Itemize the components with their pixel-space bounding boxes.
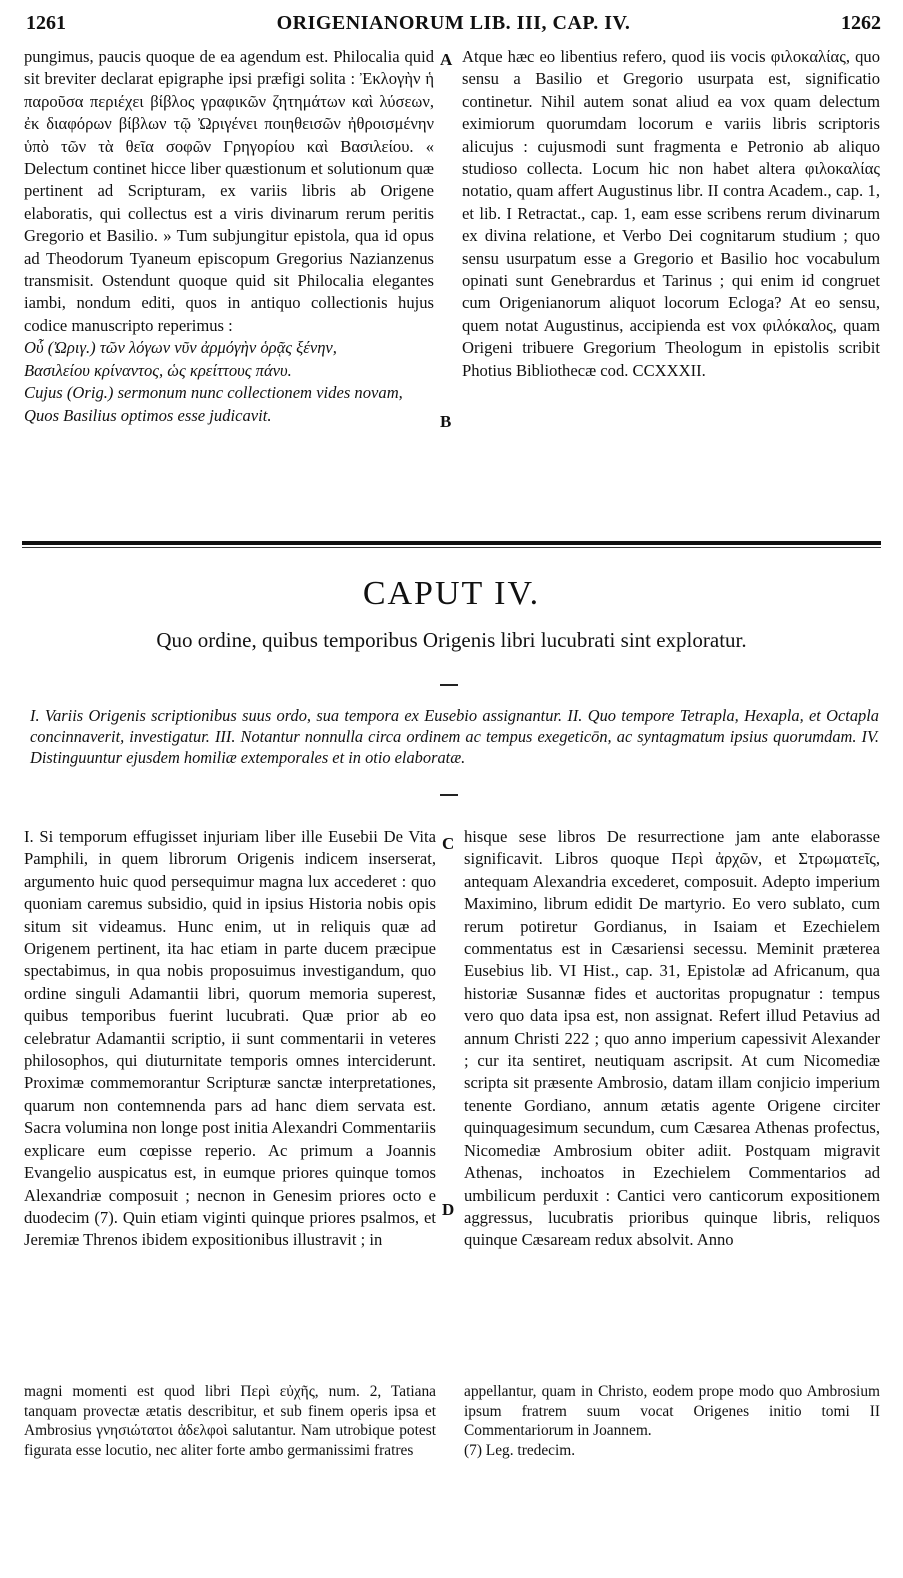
footnote-7: (7) Leg. tredecim. xyxy=(464,1441,576,1459)
running-title: ORIGENIANORUM LIB. III, CAP. IV. xyxy=(276,12,631,34)
chapter-title: CAPUT IV. xyxy=(362,575,541,612)
short-rule-bottom xyxy=(440,794,458,796)
upper-left-prose: pungimus, paucis quoque de ea agendum est. Philocalia quid sit breviter declarat epigraphe ipsi præfigi solita : Ἐκλογὴν ἡ παροῦσα περιέχει βίβλος γραφικῶν ζητημάτων καὶ λύσεων, ἐκ διαφόρων βίβλων τῷ Ὠριγένει ποιηθεισῶν ἠθροισμένην ὑπὸ τῶν τὰ θεῖα σοφῶν Γρηγορίου καὶ Βασιλείου. « Delectum continet hicce liber quæstionum et solutionum quæ pertinent ad Scripturam, ex variis libris ab Origene elaboratis, qui collectus est a viris divinarum rerum peritis Gregorio et Basilio. » Tum subjungitur epistola, qua id opus ad Theodorum Tyaneum episcopum Gregorius Nazianzenus transmisit. Ostendunt quoque quid sit Philocalia elegantes iambi, nondum editi, quos in antiquo collectionis hujus codice manuscripto reperimus : xyxy=(24,47,434,335)
margin-marker-a: A xyxy=(440,50,453,69)
upper-right-prose: Atque hæc eo libentius refero, quod iis vocis φιλοκαλίας, quo sensu a Basilio et Gregorio usurpata est, significatio continetur. Nihil autem sonat aliud ea vox quam delectum eximiorum quorumdam locorum e variis libris scriptoris alicujus : cujusmodi sunt fragmenta e Petronio ab aliquo studioso collecta. Locum hic non habet altera φιλοκαλίας notatio, quam affert Augustinus libr. II contra Academ., cap. 1, et lib. I Retractat., cap. 1, eam esse scribens rerum divinarum ex divina relatione, et Verbo Dei cognitarum studium ; quo sensu usurpatum esse a Gregorio et Basilio hoc vocabulum opinati sunt Genebrardus et Tarinus ; qui enim id congruet cum Origenianorum aliquot locorum Ecloga? At eo sensu, quem notat Augustinus, accipienda est vox φιλόκαλος, quam Origeni tribuere Gregorium Theologum in epistolis scribit Photius Bibliothecæ cod. CCXXXII. xyxy=(462,47,880,380)
running-head xyxy=(26,12,881,40)
chapter-summary: I. Variis Origenis scriptionibus suus ordo, sua tempora ex Eusebio assignantur. II. Quo tempore Tetrapla, Hexapla, et Octapla concinnaverit, investigatur. III. Notantur nonnulla circa ordinem ac tempus exegeticōn, ac syntagmatum ipsius quorumdam. IV. Distinguuntur ejusdem homiliæ extemporales et in otio elaboratæ. xyxy=(30,706,879,767)
footnote-right-text: appellantur, quam in Christo, eodem prope modo quo Ambrosium ipsum fratrem suum vocat Origenes initio tomi II Commentariorum in Joannem. xyxy=(464,1383,880,1440)
page-number-right: 1262 xyxy=(841,12,881,34)
chapter-subtitle: Quo ordine, quibus temporibus Origenis libri lucubrati sint exploratur. xyxy=(156,628,747,652)
greek-verse-2: Βασιλείου κρίναντος, ὡς κρείττους πάνυ. xyxy=(24,360,292,380)
latin-verse-2: Quos Basilius optimos esse judicavit. xyxy=(24,405,272,425)
footnote-left xyxy=(24,1382,436,1460)
lower-right-column xyxy=(464,826,880,1252)
greek-verse-1: Οὗ (Ὠριγ.) τῶν λόγων νῦν ἀρμόγὴν ὁρᾷς ξένην, xyxy=(24,338,337,358)
latin-verse-1: Cujus (Orig.) sermonum nunc collectionem vides novam, xyxy=(24,383,403,403)
lower-right-prose: hisque sese libros De resurrectione jam ante elaborasse significavit. Libros quoque Περὶ ἀρχῶν, et Στρωματεῖς, antequam Alexandria excederet, composuit. Adepto imperium Maximino, librum edidit De martyrio. Eo vero sublato, cum rerum potiretur Gordianus, in Isaiam et Ezechielem commentatus est in Cæsariensi secessu. Meminit præterea Eusebius lib. VI Hist., cap. 31, Epistolæ ad Africanum, qua historiæ Susannæ fides et auctoritas propugnatur : tempus vero quo data ipsa est, non assignat. Refert illud Petavius ad annum Christi 222 ; quo anno imperium capessivit Alexander ; cur ita sentiret, neutiquam ascripsit. At cum Nicomediæ scripta sit præsente Ambrosio, datam illam conjicio imperium tenente Gordiano, annum ætatis agente Origene circiter quinquagesimum secundum, cum Cæsarea Athenas profectus, Nicomediæ Ambrosium obiter adiit. Postquam migravit Athenas, inchoatos in Ezechielem Commentarios ad umbilicum perduxit : Cantici vero canticorum expositionem aggressus, lucubratis prioribus quinque libris, reliquos quinque Cæsaream redux absolvit. Anno xyxy=(464,827,880,1250)
footnote-left-text: magni momenti est quod libri Περὶ εὐχῆς, num. 2, Tatiana tanquam provectæ ætatis describitur, et sub finem operis ipsa et Ambrosius γνησιώτατοι ἀδελφοὶ salutantur. Nam utrobique potest figurata esse locutio, nec aliter forte ambo germanissimi fratres xyxy=(24,1383,436,1459)
margin-marker-d: D xyxy=(442,1200,455,1219)
footnote-right xyxy=(464,1382,880,1460)
margin-marker-b: B xyxy=(440,412,452,431)
lower-left-column xyxy=(24,826,436,1252)
upper-left-column xyxy=(24,46,434,427)
upper-right-column xyxy=(462,46,880,382)
section-rule-thick xyxy=(22,541,881,545)
lower-left-prose: I. Si temporum effugisset injuriam liber ille Eusebii De Vita Pamphili, in quem librorum Origenis indicem inserserat, argumento huic quod persequimur magna lux accederet : quo quoniam caremus subsidio, quid in ipsius Historia nobis opis situm sit videamus. Hunc enim, ut in reliquis quæ ad Origenem pertinent, ita hac etiam in parte ducem præcipue spectabimus, in qua nobis proposuimus investigandum, quo ordine singuli Adamantii libri, quorum memoria superest, quibus temporibus fuerint lucubrati. Quæ prior ab eo celebratur Adamantii scriptio, ii sunt commentarii in veteres philosophos, qui diuturnitate temporis omnes interciderunt. Proximæ commemorantur Scripturæ sanctæ interpretationes, quarum non contemnenda pars ad hanc diem servata est. Sacra volumina non longe post initia Alexandri Commentariis explicare eum cœpisse reperio. Ac primum a Joannis Evangelio auspicatus est, in eumque priores quinque tomos Alexandriæ composuit ; necnon in Genesim priores octo e duodecim (7). Quin etiam viginti quinque priores psalmos, et Jeremiæ Threnos ibidem expositionibus illustravit ; in xyxy=(24,827,436,1250)
section-rule-thin xyxy=(22,547,881,548)
short-rule-top xyxy=(440,684,458,686)
margin-marker-c: C xyxy=(442,834,455,853)
page-number-left: 1261 xyxy=(26,12,66,34)
